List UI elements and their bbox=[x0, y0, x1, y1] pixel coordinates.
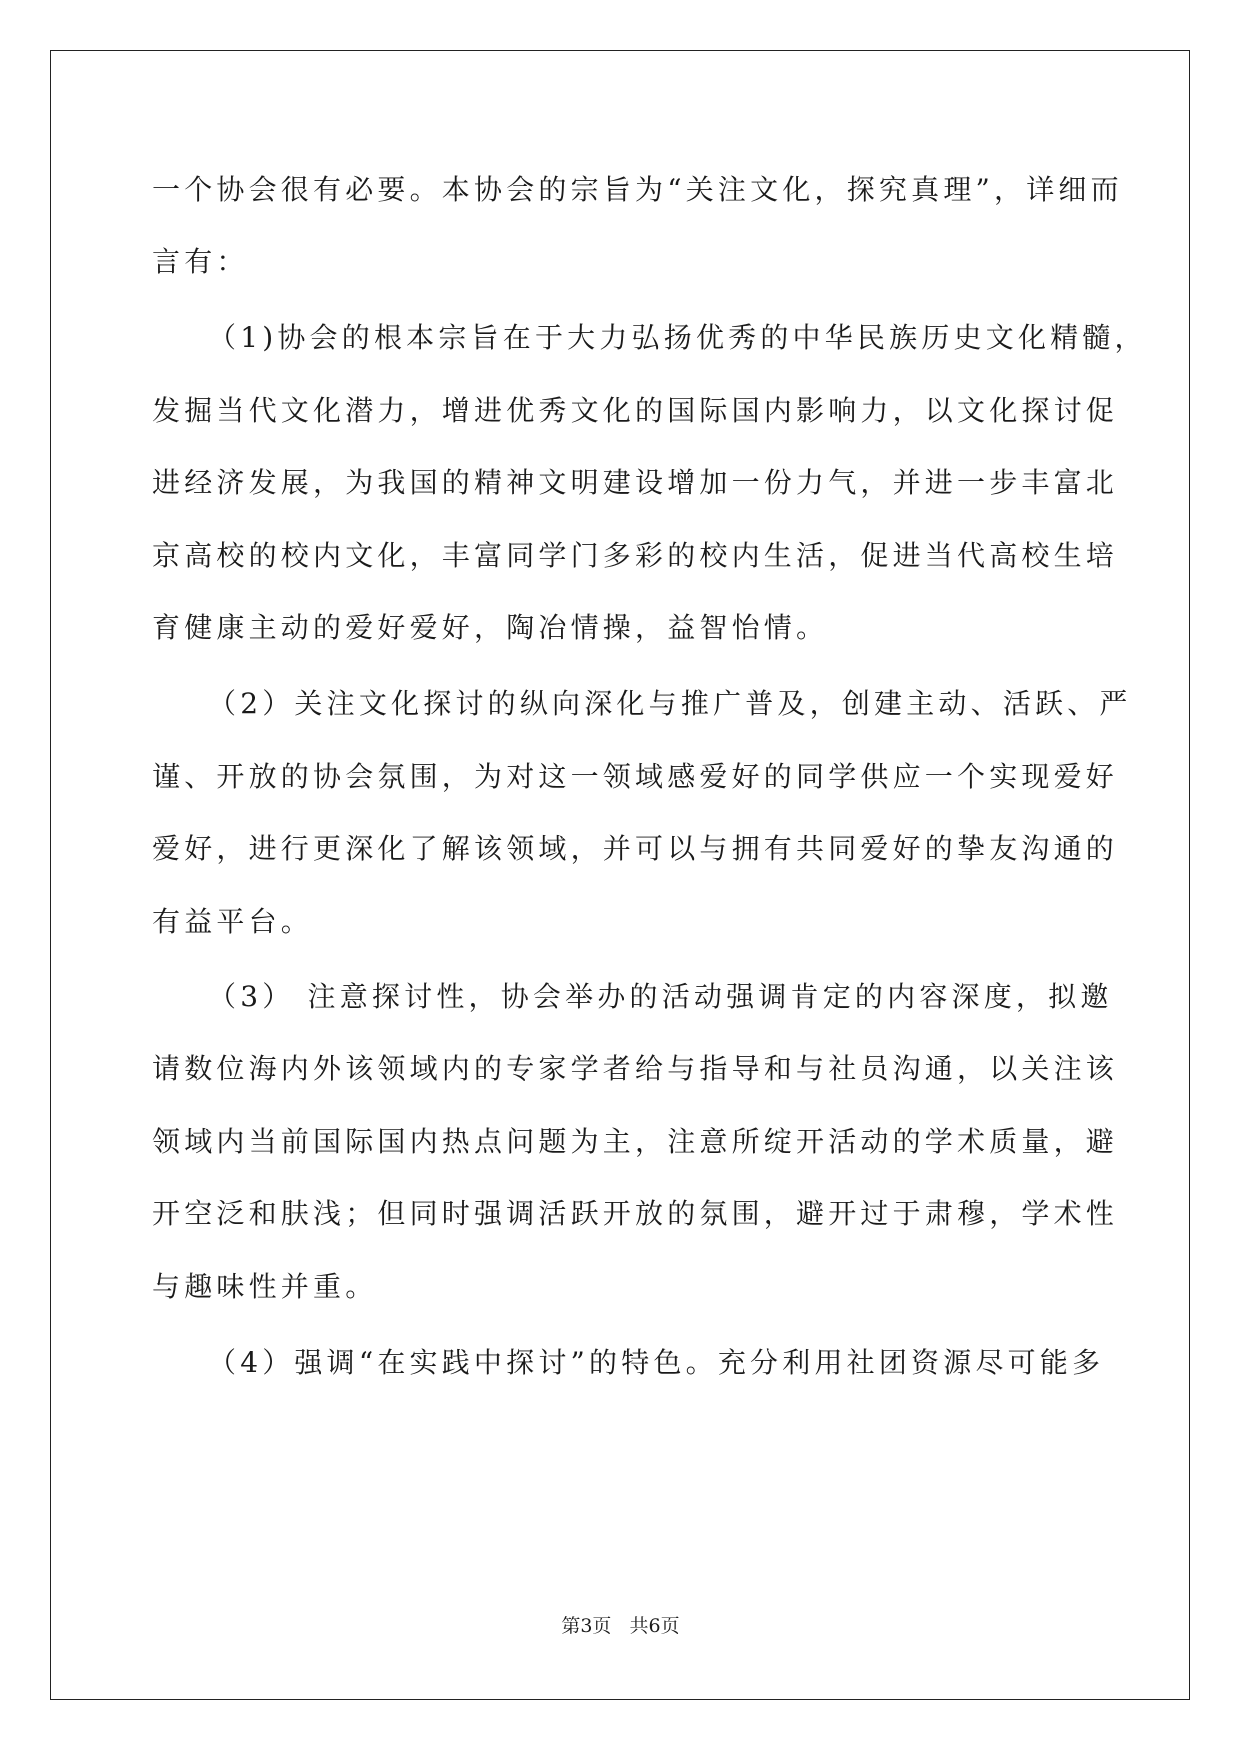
body-line: 开空泛和肤浅；但同时强调活跃开放的氛围，避开过于肃穆，学术性 bbox=[152, 1197, 1119, 1230]
body-line: 有益平台。 bbox=[152, 905, 314, 938]
body-line: （2）关注文化探讨的纵向深化与推广普及，创建主动、活跃、严 bbox=[208, 687, 1132, 720]
body-line: 谨、开放的协会氛围，为对这一领域感爱好的同学供应一个实现爱好 bbox=[152, 760, 1119, 793]
body-line: （3） 注意探讨性，协会举办的活动强调肯定的内容深度，拟邀 bbox=[208, 980, 1113, 1013]
body-line: 请数位海内外该领域内的专家学者给与指导和与社员沟通，以关注该 bbox=[152, 1052, 1119, 1085]
body-line: 爱好，进行更深化了解该领域，并可以与拥有共同爱好的挚友沟通的 bbox=[152, 832, 1119, 865]
body-line: 京高校的校内文化，丰富同学门多彩的校内生活，促进当代高校生培 bbox=[152, 539, 1119, 572]
body-line: 进经济发展，为我国的精神文明建设增加一份力气，并进一步丰富北 bbox=[152, 466, 1119, 499]
page-number-footer: 第3页 共6页 bbox=[561, 1615, 680, 1637]
body-line: 领域内当前国际国内热点问题为主，注意所绽开活动的学术质量，避 bbox=[152, 1125, 1119, 1158]
body-line: 育健康主动的爱好爱好，陶冶情操，益智怡情。 bbox=[152, 611, 829, 644]
page-border bbox=[50, 50, 1190, 1700]
body-line: （1)协会的根本宗旨在于大力弘扬优秀的中华民族历史文化精髓， bbox=[208, 321, 1147, 354]
body-line: 与趣味性并重。 bbox=[152, 1270, 378, 1303]
body-line: 一个协会很有必要。本协会的宗旨为“关注文化，探究真理”，详细而 bbox=[152, 173, 1123, 206]
body-line: （4）强调“在实践中探讨”的特色。充分利用社团资源尽可能多 bbox=[208, 1346, 1105, 1379]
body-line: 发掘当代文化潜力，增进优秀文化的国际国内影响力，以文化探讨促 bbox=[152, 394, 1119, 427]
body-line: 言有： bbox=[152, 245, 249, 278]
